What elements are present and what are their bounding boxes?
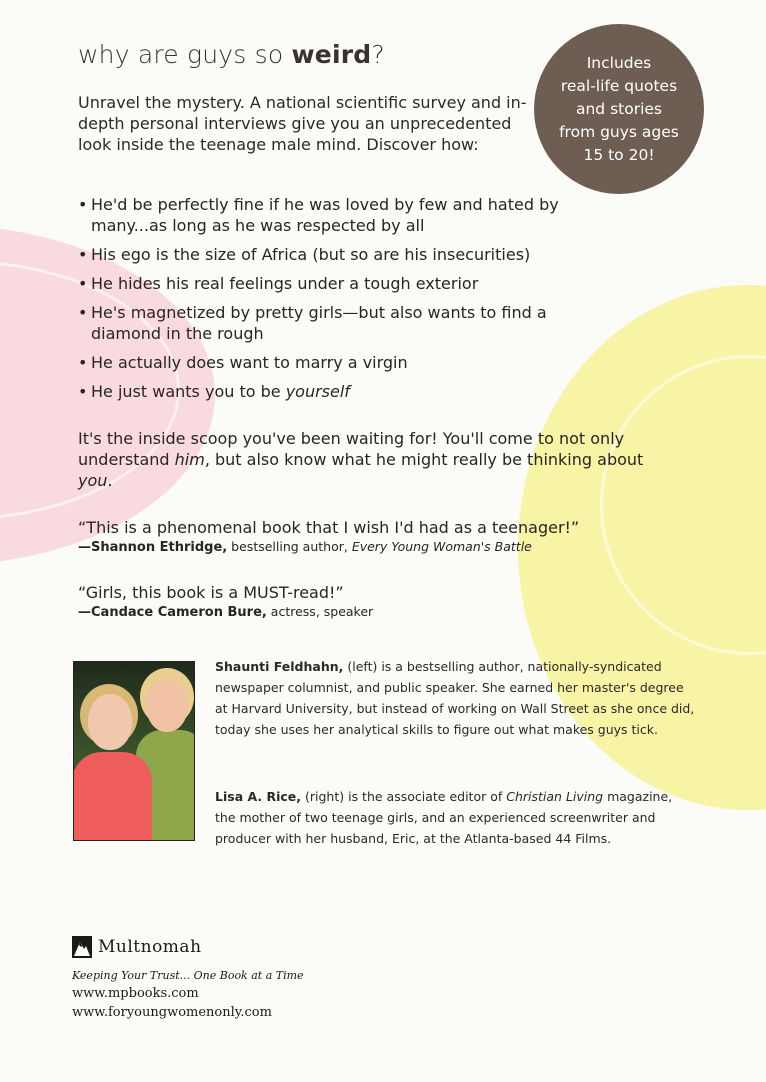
badge-line: from guys ages — [559, 122, 679, 141]
bio-magazine: Christian Living — [506, 789, 604, 804]
bullet-text: He's magnetized by pretty girls—but also wants to find a diamond in the rough — [91, 303, 547, 343]
photo-figure-left — [73, 752, 152, 841]
publisher-url[interactable]: www.mpbooks.com — [72, 986, 199, 1001]
author-name: Lisa A. Rice, — [215, 789, 302, 804]
quote-author: —Shannon Ethridge, — [78, 540, 228, 555]
author-photo — [73, 661, 195, 841]
badge-line: and stories — [575, 99, 662, 118]
bullet-text: He just wants you to be — [91, 382, 286, 401]
badge-line: real-life quotes — [560, 76, 678, 95]
headline-emphasis: weird — [291, 40, 372, 69]
badge-line: 15 to 20! — [583, 145, 655, 164]
publisher-name: Multnomah — [98, 937, 202, 957]
scoop-text: It's the inside scoop you've been waiting for! You'll come to not only understand — [78, 429, 625, 469]
publisher-block — [72, 936, 304, 1020]
bullet-list — [78, 194, 598, 410]
photo-figure-left — [88, 694, 132, 750]
badge-line: Includes — [586, 53, 652, 72]
quote-work: Every Young Woman's Battle — [351, 539, 532, 554]
bullet-dot: • — [78, 245, 88, 264]
scoop-text: . — [107, 471, 113, 490]
bullet-text: He actually does want to marry a virgin — [91, 353, 408, 372]
bullet-item — [78, 194, 598, 236]
bullet-item — [78, 352, 598, 373]
bullet-dot: • — [78, 353, 88, 372]
mountain-logo-icon — [72, 936, 92, 958]
bullet-dot: • — [78, 195, 88, 214]
publisher-url[interactable]: www.foryoungwomenonly.com — [72, 1005, 272, 1020]
bullet-text: He'd be perfectly fine if he was loved by few and hated by many...as long as he was respected by all — [91, 195, 559, 235]
photo-figure-right — [146, 678, 188, 732]
quote-text: “Girls, this book is a MUST-read!” — [78, 583, 344, 602]
intro-paragraph: Unravel the mystery. A national scientific survey and in-depth personal interviews give you an unprecedented look inside the teenage male mind. Discover how: — [78, 93, 527, 154]
bullet-dot: • — [78, 274, 88, 293]
bullet-emphasis: yourself — [285, 382, 350, 401]
scoop-emphasis-you: you — [78, 471, 108, 490]
bullet-item — [78, 244, 598, 265]
quotes-badge — [534, 24, 704, 194]
bullet-dot: • — [78, 382, 88, 401]
quote-author: —Candace Cameron Bure, — [78, 605, 267, 620]
author-name: Shaunti Feldhahn, — [215, 659, 344, 674]
author-bio — [215, 656, 695, 740]
headline — [78, 40, 385, 69]
bullet-text: His ego is the size of Africa (but so are his insecurities) — [91, 245, 531, 264]
endorsement-quote — [78, 517, 579, 557]
bullet-text: He hides his real feelings under a tough exterior — [91, 274, 479, 293]
endorsement-quote — [78, 582, 373, 622]
author-bio — [215, 786, 695, 849]
headline-suffix: ? — [371, 40, 385, 69]
scoop-text: , but also know what he might really be thinking about — [204, 450, 644, 469]
quote-attribution — [78, 603, 373, 622]
quote-text: “This is a phenomenal book that I wish I'd had as a teenager!” — [78, 518, 580, 537]
publisher-tagline: Keeping Your Trust... One Book at a Time — [72, 969, 304, 982]
bio-text: magazine, the mother of two teenage girls, and an experienced screenwriter and producer with her husband, Eric, at the Atlanta-based 44 Films. — [215, 789, 673, 846]
publisher-brand — [72, 936, 304, 958]
quote-role: actress, speaker — [266, 604, 374, 619]
bullet-item — [78, 381, 598, 402]
bullet-dot: • — [78, 303, 88, 322]
headline-prefix: why are guys so — [78, 40, 292, 69]
quote-attribution — [78, 538, 579, 557]
bullet-item — [78, 273, 598, 294]
scoop-emphasis-him: him — [174, 450, 205, 469]
quote-role: bestselling author, — [227, 539, 352, 554]
bio-text: (right) is the associate editor of — [301, 789, 507, 804]
scoop-paragraph — [78, 428, 678, 491]
bio-text: (left) is a bestselling author, nationally-syndicated newspaper columnist, and public speaker. She earned her master's degree at Harvard University, but instead of working on Wall Street as she once did, today she uses her analytical skills to figure out what makes guys tick. — [215, 659, 695, 737]
bullet-item — [78, 302, 598, 344]
